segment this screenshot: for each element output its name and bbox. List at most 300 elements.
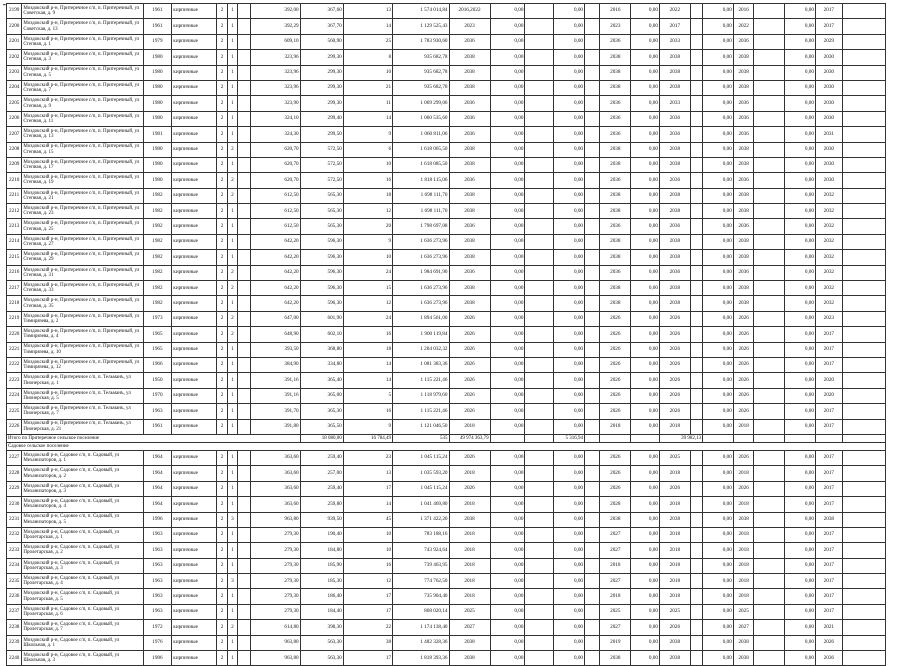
row-material: кирпичные [172, 34, 217, 49]
row-residents: 9 [343, 419, 392, 434]
table-row [7, 512, 886, 527]
row-address: Моздокский р-н, Притеречное с/п, п. Притеречный, ул Тимирязева, д. 10 [22, 342, 143, 357]
row-year-2: 2036 [600, 111, 631, 126]
row-amount-a: 0,00 [490, 296, 525, 311]
row-year-4: 2038 [733, 188, 754, 203]
row-year-4: 2038 [733, 204, 754, 219]
empty-cell [842, 357, 885, 372]
row-plan-year: 2036 [449, 219, 490, 234]
row-residents: 12 [343, 574, 392, 589]
row-year: 1961 [143, 19, 172, 34]
row-year-4: 2018 [733, 574, 754, 589]
row-material: кирпичные [172, 327, 217, 342]
row-area-living: 184,40 [300, 604, 343, 619]
empty-cell [842, 311, 885, 326]
empty-cell [754, 219, 785, 234]
row-plan-year: 2038 [449, 157, 490, 172]
row-entrances: 1 [227, 357, 237, 372]
row-amount-b: 0,00 [554, 281, 585, 296]
empty-cell [754, 265, 785, 280]
row-plan-year: 2018 [449, 527, 490, 542]
row-year-3: 2018 [659, 589, 690, 604]
empty-cell [842, 327, 885, 342]
row-area-living: 560,90 [300, 34, 343, 49]
empty-cell [525, 388, 554, 403]
empty-cell [842, 450, 885, 465]
empty-cell [754, 620, 785, 635]
row-amount-d: 0,00 [703, 127, 734, 142]
total-row [7, 434, 886, 442]
row-floors: 2 [217, 80, 227, 95]
row-residents: 15 [343, 281, 392, 296]
row-address: Моздокский р-н, Садовое с/п, п. Садовый, ул Механизаторов, д. 4 [22, 497, 143, 512]
row-address: Моздокский р-н, Садовое с/п, п. Садовый, ул Школьная, д. 3 [22, 651, 143, 666]
empty-cell [690, 373, 702, 388]
row-area-total: 279,30 [251, 558, 300, 573]
row-year-5: 2017 [815, 19, 842, 34]
empty-cell [525, 281, 554, 296]
row-floors: 2 [217, 635, 227, 650]
row-amount-b: 0,00 [554, 543, 585, 558]
row-amount-b: 0,00 [554, 388, 585, 403]
row-year-3: 2026 [659, 342, 690, 357]
row-amount-d: 0,00 [703, 388, 734, 403]
empty-cell [754, 4, 785, 19]
empty-cell [525, 250, 554, 265]
row-amount-c: 0,00 [631, 558, 660, 573]
row-residents: 14 [343, 19, 392, 34]
empty-cell [754, 250, 785, 265]
row-amount-b: 0,00 [554, 173, 585, 188]
row-year-4: 2018 [733, 589, 754, 604]
row-year-5: 2032 [815, 250, 842, 265]
row-amount-b: 0,00 [554, 265, 585, 280]
empty-cell [690, 327, 702, 342]
empty-cell [585, 188, 600, 203]
row-residents: 12 [343, 204, 392, 219]
table-row [7, 157, 886, 172]
row-year-2: 2026 [600, 481, 631, 496]
row-year-5: 2017 [815, 589, 842, 604]
row-amount-e: 0,00 [785, 620, 816, 635]
empty-cell [754, 173, 785, 188]
row-entrances: 1 [227, 558, 237, 573]
row-entrances: 2 [227, 311, 237, 326]
row-entrances: 1 [227, 111, 237, 126]
row-amount-d: 0,00 [703, 19, 734, 34]
row-amount-a: 0,00 [490, 327, 525, 342]
row-year-5: 2030 [815, 142, 842, 157]
row-residents: 17 [343, 604, 392, 619]
row-number: 2217 [7, 281, 22, 296]
row-year-2: 2018 [600, 419, 631, 434]
row-entrances: 3 [227, 512, 237, 527]
row-number: 2212 [7, 204, 22, 219]
row-year-5: 2017 [815, 404, 842, 419]
row-year: 1982 [143, 219, 172, 234]
row-cost: 1 818 393,36 [393, 651, 449, 666]
row-area-total: 612,50 [251, 219, 300, 234]
row-material: кирпичные [172, 296, 217, 311]
row-address: Моздокский р-н, Притеречное с/п, п. Притеречный, ул Степная, д. 25 [22, 219, 143, 234]
row-number: 2239 [7, 635, 22, 650]
total-empty-2 [525, 434, 554, 442]
table-row [7, 173, 886, 188]
row-amount-b: 0,00 [554, 157, 585, 172]
row-material: кирпичные [172, 127, 217, 142]
row-amount-d: 0,00 [703, 635, 734, 650]
row-year-4: 2025 [733, 604, 754, 619]
row-area-total: 642,20 [251, 296, 300, 311]
empty-cell [842, 512, 885, 527]
row-address: Моздокский р-н, Садовое с/п, п. Садовый, ул Пролетарская, д. 5 [22, 589, 143, 604]
row-material: кирпичные [172, 635, 217, 650]
empty-cell [842, 65, 885, 80]
row-amount-a: 0,00 [490, 127, 525, 142]
row-material: кирпичные [172, 497, 217, 512]
row-year-2: 2038 [600, 188, 631, 203]
row-year: 1963 [143, 543, 172, 558]
empty-cell [842, 127, 885, 142]
row-area-living: 299,50 [300, 127, 343, 142]
row-amount-d: 0,00 [703, 250, 734, 265]
empty-cell [585, 604, 600, 619]
empty-cell [690, 342, 702, 357]
empty-cell [238, 80, 251, 95]
empty-cell [238, 50, 251, 65]
row-amount-c: 0,00 [631, 65, 660, 80]
row-number: 2221 [7, 342, 22, 357]
row-amount-a: 0,00 [490, 543, 525, 558]
row-amount-c: 0,00 [631, 419, 660, 434]
empty-cell [754, 80, 785, 95]
row-area-total: 279,30 [251, 589, 300, 604]
row-floors: 2 [217, 604, 227, 619]
empty-cell [690, 527, 702, 542]
empty-cell [842, 635, 885, 650]
row-area-living: 365,30 [300, 404, 343, 419]
table-row [7, 111, 886, 126]
row-floors: 2 [217, 404, 227, 419]
row-area-living: 185,30 [300, 574, 343, 589]
row-year-4: 2026 [733, 404, 754, 419]
row-material: кирпичные [172, 342, 217, 357]
row-cost: 739 463,95 [393, 558, 449, 573]
empty-cell [238, 265, 251, 280]
row-year: 1981 [143, 127, 172, 142]
row-entrances: 2 [227, 265, 237, 280]
row-amount-b: 0,00 [554, 327, 585, 342]
table-row [7, 34, 886, 49]
empty-cell [585, 173, 600, 188]
empty-cell [238, 19, 251, 34]
row-material: кирпичные [172, 466, 217, 481]
total-area-2: 16 784,49 [343, 434, 392, 442]
row-amount-a: 0,00 [490, 19, 525, 34]
row-entrances: 1 [227, 34, 237, 49]
empty-cell [238, 127, 251, 142]
empty-cell [238, 466, 251, 481]
row-year-4: 2018 [733, 466, 754, 481]
row-amount-a: 0,00 [490, 80, 525, 95]
row-material: кирпичные [172, 589, 217, 604]
row-floors: 2 [217, 327, 227, 342]
row-year-2: 2036 [600, 34, 631, 49]
row-year-3: 2018 [659, 419, 690, 434]
row-address: Моздокский р-н, Притеречное с/п, п. Притеречный, ул Тимирязева, д. 12 [22, 357, 143, 372]
row-year-4: 2026 [733, 311, 754, 326]
row-amount-c: 0,00 [631, 543, 660, 558]
row-amount-d: 0,00 [703, 497, 734, 512]
row-entrances: 1 [227, 204, 237, 219]
row-year-3: 2036 [659, 265, 690, 280]
row-year-3: 2038 [659, 281, 690, 296]
total-b: 5 316,94 [554, 434, 585, 442]
row-year-4: 2036 [733, 111, 754, 126]
row-amount-e: 0,00 [785, 543, 816, 558]
row-year: 1964 [143, 481, 172, 496]
row-number: 2224 [7, 388, 22, 403]
row-area-living: 190,40 [300, 527, 343, 542]
empty-cell [842, 342, 885, 357]
row-amount-d: 0,00 [703, 96, 734, 111]
row-year-3: 2026 [659, 311, 690, 326]
row-amount-c: 0,00 [631, 404, 660, 419]
row-cost: 1 636 273,96 [393, 250, 449, 265]
empty-cell [525, 296, 554, 311]
row-amount-c: 0,00 [631, 204, 660, 219]
empty-cell [842, 527, 885, 542]
row-entrances: 1 [227, 450, 237, 465]
row-area-living: 596,30 [300, 296, 343, 311]
row-address: Моздокский р-н, Притеречное с/п, п. Притеречный, ул Степная, д. 7 [22, 80, 143, 95]
row-area-total: 647,00 [251, 311, 300, 326]
empty-cell [842, 373, 885, 388]
row-amount-c: 0,00 [631, 250, 660, 265]
row-amount-b: 0,00 [554, 19, 585, 34]
table-row [7, 142, 886, 157]
row-cost: 1 783 930,60 [393, 34, 449, 49]
row-year: 1980 [143, 173, 172, 188]
row-amount-b: 0,00 [554, 142, 585, 157]
row-number: 2210 [7, 173, 22, 188]
row-residents: 8 [343, 50, 392, 65]
empty-cell [690, 50, 702, 65]
empty-cell [754, 543, 785, 558]
row-plan-year: 2036 [449, 127, 490, 142]
row-amount-e: 0,00 [785, 589, 816, 604]
row-year-2: 2036 [600, 219, 631, 234]
row-plan-year: 2026 [449, 357, 490, 372]
row-year: 1961 [143, 419, 172, 434]
row-amount-d: 0,00 [703, 296, 734, 311]
row-residents: 17 [343, 589, 392, 604]
empty-cell [690, 157, 702, 172]
row-year-5: 2032 [815, 265, 842, 280]
empty-cell [690, 296, 702, 311]
row-material: кирпичные [172, 80, 217, 95]
row-year-4: 2038 [733, 65, 754, 80]
empty-cell [238, 620, 251, 635]
row-number: 2231 [7, 512, 22, 527]
row-plan-year: 2026 [449, 388, 490, 403]
row-amount-e: 0,00 [785, 558, 816, 573]
row-area-total: 279,30 [251, 543, 300, 558]
row-amount-e: 0,00 [785, 388, 816, 403]
row-area-total: 384,90 [251, 357, 300, 372]
table-row [7, 357, 886, 372]
row-residents: 11 [343, 96, 392, 111]
row-year-4: 2036 [733, 34, 754, 49]
empty-cell [842, 250, 885, 265]
row-material: кирпичные [172, 265, 217, 280]
row-number: 2240 [7, 651, 22, 666]
row-area-total: 612,50 [251, 204, 300, 219]
row-material: кирпичные [172, 574, 217, 589]
row-area-total: 393,50 [251, 342, 300, 357]
row-plan-year: 2027 [449, 620, 490, 635]
row-plan-year: 2038 [449, 204, 490, 219]
empty-cell [585, 342, 600, 357]
row-material: кирпичные [172, 50, 217, 65]
row-amount-d: 0,00 [703, 204, 734, 219]
row-amount-d: 0,00 [703, 574, 734, 589]
row-area-living: 186,40 [300, 589, 343, 604]
row-year-2: 2038 [600, 142, 631, 157]
empty-cell [690, 4, 702, 19]
row-area-total: 642,20 [251, 250, 300, 265]
row-entrances: 1 [227, 651, 237, 666]
table-row [7, 466, 886, 481]
row-year-4: 2038 [733, 234, 754, 249]
empty-cell [585, 558, 600, 573]
row-year-2: 2018 [600, 558, 631, 573]
empty-cell [585, 512, 600, 527]
row-year: 1970 [143, 388, 172, 403]
row-entrances: 1 [227, 127, 237, 142]
row-area-total: 648,90 [251, 327, 300, 342]
row-year-2: 2026 [600, 342, 631, 357]
row-area-total: 391,16 [251, 388, 300, 403]
table-row [7, 204, 886, 219]
row-area-living: 572,50 [300, 157, 343, 172]
row-amount-a: 0,00 [490, 574, 525, 589]
empty-cell [585, 466, 600, 481]
empty-cell [754, 604, 785, 619]
total-residents: 535 [393, 434, 449, 442]
empty-cell [754, 589, 785, 604]
row-year-5: 2017 [815, 342, 842, 357]
row-amount-a: 0,00 [490, 219, 525, 234]
empty-cell [842, 574, 885, 589]
row-year-5: 2030 [815, 80, 842, 95]
total-empty-7 [733, 434, 754, 442]
empty-cell [525, 4, 554, 19]
total-empty-3 [585, 434, 600, 442]
row-address: Моздокский р-н, Притеречное с/п, п. Притеречный, ул Степная, д. 21 [22, 188, 143, 203]
row-area-living: 299,30 [300, 50, 343, 65]
row-number: 2207 [7, 127, 22, 142]
row-year-3: 2038 [659, 50, 690, 65]
empty-cell [238, 497, 251, 512]
empty-cell [525, 635, 554, 650]
total-cost: 49 974 363,79 [449, 434, 490, 442]
row-area-living: 259,40 [300, 450, 343, 465]
row-entrances: 1 [227, 527, 237, 542]
row-material: кирпичные [172, 19, 217, 34]
row-year-2: 2023 [600, 19, 631, 34]
row-floors: 2 [217, 50, 227, 65]
row-floors: 2 [217, 388, 227, 403]
empty-cell [238, 34, 251, 49]
empty-cell [525, 265, 554, 280]
empty-cell [525, 558, 554, 573]
empty-cell [690, 543, 702, 558]
row-residents: 10 [343, 157, 392, 172]
row-area-total: 620,70 [251, 142, 300, 157]
row-amount-d: 0,00 [703, 265, 734, 280]
row-amount-d: 0,00 [703, 4, 734, 19]
row-year-3: 2038 [659, 65, 690, 80]
row-area-total: 642,20 [251, 234, 300, 249]
row-year: 1980 [143, 111, 172, 126]
total-empty-9 [785, 434, 816, 442]
empty-cell [585, 127, 600, 142]
row-area-total: 391,70 [251, 404, 300, 419]
row-year: 1964 [143, 450, 172, 465]
row-amount-c: 0,00 [631, 281, 660, 296]
row-entrances: 2 [227, 173, 237, 188]
row-entrances: 1 [227, 157, 237, 172]
empty-cell [842, 620, 885, 635]
row-amount-e: 0,00 [785, 65, 816, 80]
row-address: Моздокский р-н, Притеречное с/п, п. Притеречный, ул Степная, д. 33 [22, 281, 143, 296]
empty-cell [842, 497, 885, 512]
row-cost: 1 371 422,20 [393, 512, 449, 527]
row-amount-b: 0,00 [554, 50, 585, 65]
row-material: кирпичные [172, 527, 217, 542]
row-year-4: 2038 [733, 635, 754, 650]
row-residents: 20 [343, 219, 392, 234]
row-year-5: 2032 [815, 296, 842, 311]
row-year: 1980 [143, 157, 172, 172]
row-address: Моздокский р-н, Притеречное с/п, п. Притеречный, ул Тимирязева, д. 4 [22, 327, 143, 342]
row-number: 2203 [7, 65, 22, 80]
row-residents: 22 [343, 620, 392, 635]
row-year: 1963 [143, 574, 172, 589]
row-year-4: 2038 [733, 250, 754, 265]
table-row [7, 497, 886, 512]
empty-cell [585, 19, 600, 34]
row-year-5: 2029 [815, 34, 842, 49]
row-material: кирпичные [172, 450, 217, 465]
row-number: 2232 [7, 527, 22, 542]
row-year-4: 2018 [733, 497, 754, 512]
row-year-3: 2018 [659, 558, 690, 573]
row-amount-c: 0,00 [631, 388, 660, 403]
empty-cell [754, 188, 785, 203]
empty-cell [238, 543, 251, 558]
total-empty-6 [703, 434, 734, 442]
row-floors: 2 [217, 527, 227, 542]
row-floors: 2 [217, 250, 227, 265]
row-cost: 1 204 032,32 [393, 342, 449, 357]
row-floors: 2 [217, 589, 227, 604]
row-amount-e: 0,00 [785, 250, 816, 265]
row-area-living: 368,80 [300, 342, 343, 357]
row-year-3: 2026 [659, 373, 690, 388]
empty-cell [525, 527, 554, 542]
